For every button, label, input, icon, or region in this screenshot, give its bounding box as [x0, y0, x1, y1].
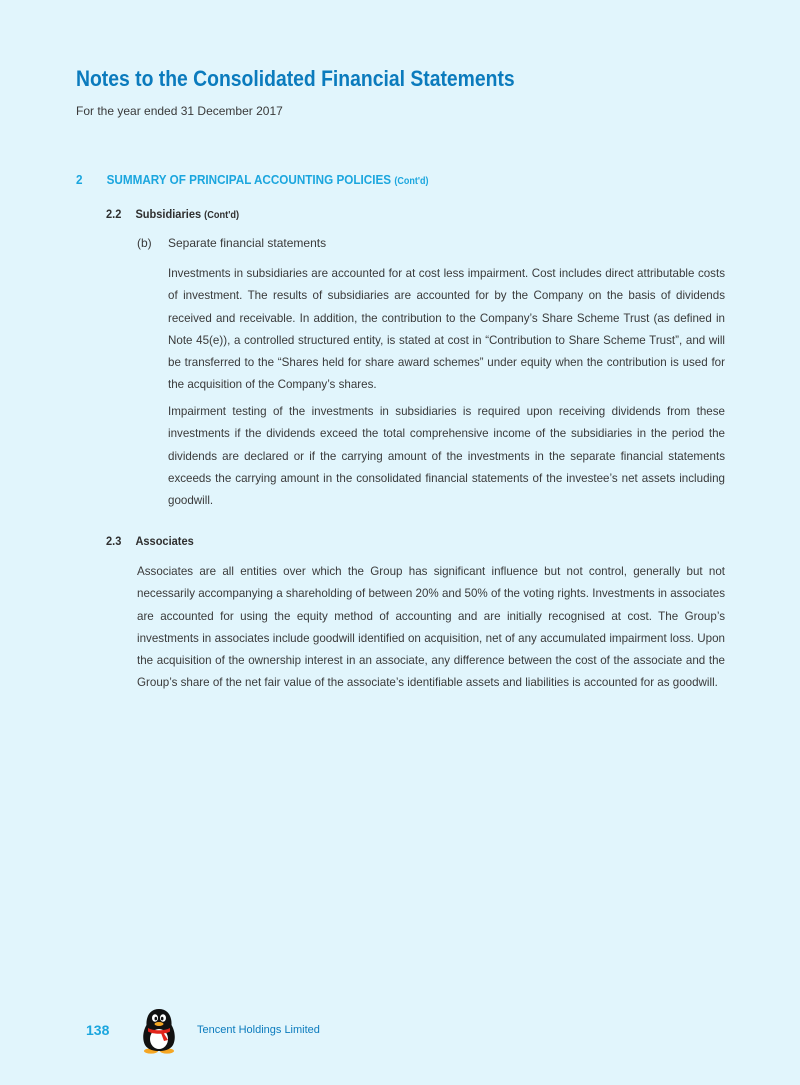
paragraph: Investments in subsidiaries are accounted for at cost less impairment. Cost includes direct attributable costs of investment. The results of subsidiaries are accounted for by the Company on the basis of dividends received and receivable. In addition, the contribution to the Company’s Share Scheme Trust (as defined in Note 45(e)), a controlled structured entity, is stated at cost in “Contribution to Share Scheme Trust”, and will be transferred to the “Shares held for share award schemes” under equity when the contribution is used for the acquisition of the Company’s shares. [168, 267, 725, 392]
section-number: 2 [76, 172, 83, 187]
company-name: Tencent Holdings Limited [197, 1024, 320, 1036]
subsection-heading-associates [106, 534, 194, 548]
subsection-cont: (Cont'd) [204, 210, 240, 221]
item-heading [137, 236, 326, 250]
subsection-title: Subsidiaries [135, 207, 202, 221]
page-subtitle: For the year ended 31 December 2017 [76, 104, 283, 118]
section-cont: (Cont'd) [394, 176, 429, 187]
subsection-number: 2.3 [106, 534, 122, 548]
paragraph: Impairment testing of the investments in subsidiaries is required upon receiving dividends from these investments if the dividends exceed the total comprehensive income of the subsidiaries in the period the dividends are declared or if the carrying amount of the investments in the separate financial statements exceeds the carrying amount in the consolidated financial statements of the investee’s net assets including goodwill. [168, 405, 725, 508]
section-title: SUMMARY OF PRINCIPAL ACCOUNTING POLICIES [106, 172, 392, 187]
subsection-number: 2.2 [106, 207, 122, 221]
item-label: (b) [137, 236, 152, 250]
paragraph: Associates are all entities over which the Group has significant influence but not control, generally but not necessarily accompanying a shareholding of between 20% and 50% of the voting rights. Investments in associates are accounted for using the equity method of accounting and are initially recognised at cost. The Group’s investments in associates include goodwill identified on acquisition, net of any accumulated impairment loss. Upon the acquisition of the ownership interest in an associate, any difference between the cost of the associate and the Group’s share of the net fair value of the associate’s identifiable assets and liabilities is accounted for as goodwill. [137, 565, 725, 690]
subsection-heading-subsidiaries [106, 207, 239, 221]
qq-penguin-icon [140, 1006, 178, 1054]
subsection-title: Associates [135, 534, 194, 548]
section-heading [76, 172, 428, 187]
page-title: Notes to the Consolidated Financial Statements [76, 66, 515, 91]
page-number: 138 [86, 1022, 110, 1038]
item-title: Separate financial statements [168, 236, 327, 250]
